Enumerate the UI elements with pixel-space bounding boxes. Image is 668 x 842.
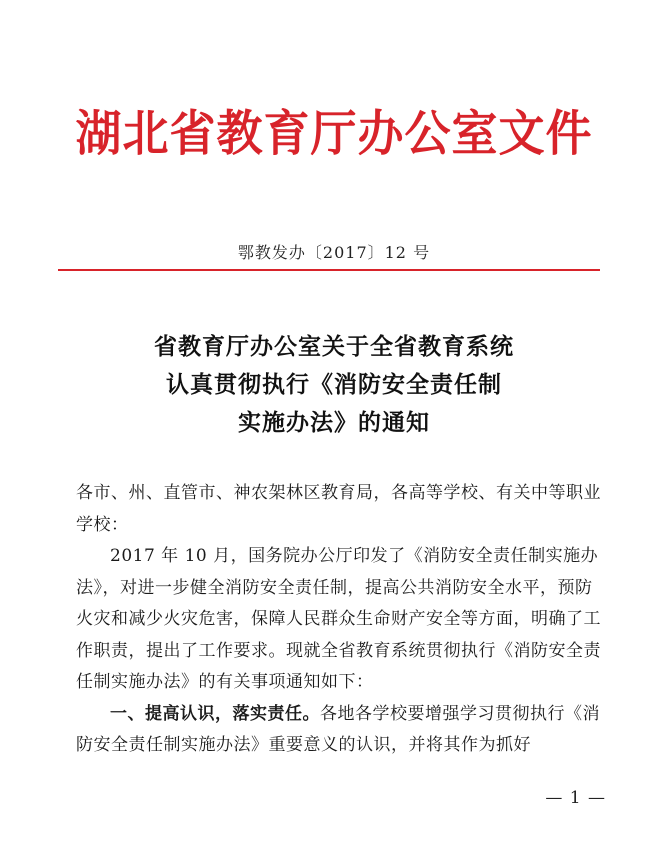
item-text: 各地各学校要增强学习贯彻执行《消防安全责任制实施办法》重要意义的认识，并将其作为抓好 — [76, 703, 600, 755]
body-paragraph: 2017 年 10 月，国务院办公厅印发了《消防安全责任制实施办法》，对进一步健全消防安全责任制，提高公共消防安全水平，预防火灾和减少火灾危害，保障人民群众生命财产安全等方面，明确了工作职责，提出了工作要求。现就全省教育系统贯彻执行《消防安全责任制实施办法》的有关事项通知如下： — [76, 546, 601, 692]
notice-title-line: 实施办法》的通知 — [238, 409, 430, 436]
item-paragraph — [76, 699, 606, 762]
page-number: — 1 — — [545, 788, 606, 808]
document-number: 鄂教发办〔2017〕12 号 — [237, 243, 431, 262]
notice-body — [76, 478, 606, 762]
addressee-paragraph: 各市、州、直管市、神农架林区教育局，各高等学校、有关中等职业学校： — [76, 483, 601, 535]
notice-title-line: 省教育厅办公室关于全省教育系统 — [154, 333, 514, 360]
document-header-title: 湖北省教育厅办公室文件 — [75, 104, 593, 162]
red-divider-line — [58, 269, 600, 271]
notice-title — [0, 328, 668, 442]
item-heading: 一、提高认识，落实责任。 — [110, 703, 320, 724]
notice-title-line: 认真贯彻执行《消防安全责任制 — [166, 371, 502, 398]
